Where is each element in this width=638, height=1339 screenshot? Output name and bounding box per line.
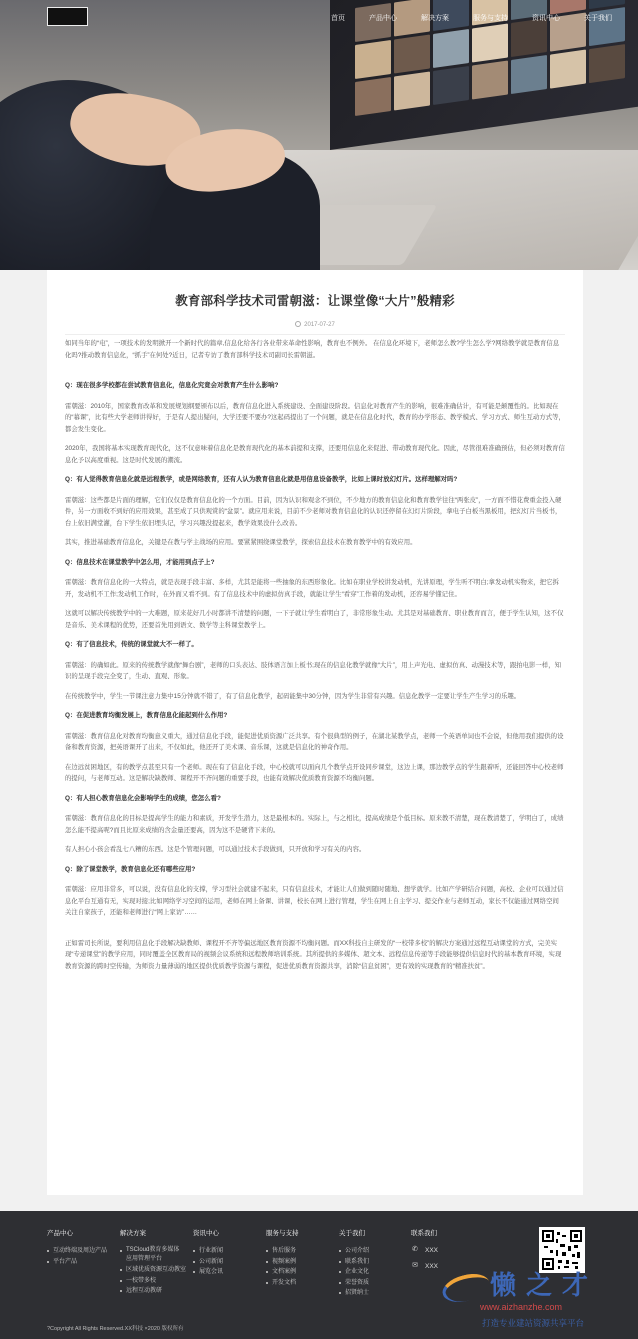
question-paragraph: Q：现在很多学校都在尝试教育信息化，信息化究竟会对教育产生什么影响? bbox=[65, 382, 279, 389]
copyright-text: ?Copyright All Rights Reserved.XX科技 ×2020 版权所有 bbox=[47, 1326, 184, 1332]
question-paragraph: Q：有了信息技术，传统的课堂就大不一样了。 bbox=[65, 641, 198, 648]
footer-link[interactable]: 文档案例 bbox=[266, 1267, 299, 1278]
photo-tile bbox=[472, 60, 508, 99]
article-card bbox=[47, 270, 583, 1195]
photo-tile bbox=[394, 71, 430, 110]
footer-col-solutions bbox=[120, 1228, 186, 1297]
footer-link[interactable]: 招贤纳士 bbox=[339, 1288, 369, 1299]
article-paragraph: 在边远贫困地区，有的教学点甚至只有一个老师。现在有了信息化手段，中心校就可以面向几个教学点开设同步课堂，这边上课，那边教学点的学生跟着听，还能回答中心校老师的提问，与老师互动。这是解决缺教师、课程开不齐问题的重要手段，也能有效解决优质教育资源不均衡问题。 bbox=[65, 763, 564, 782]
clock-icon bbox=[295, 321, 301, 327]
footer-heading: 解决方案 bbox=[120, 1230, 146, 1237]
article-paragraph: 雷朝滋：2010年，国家教育改革和发展规划纲要颁布以后，教育信息化进入系统建设、全面建设阶段。信息化对教育产生的影响，很难准确估计，有可能是颠覆性的。比如现在的“幕课”，比有些大学老师讲得好，于是有人提出疑问，大学还要不要办?这起码提出了一个问题，就是在信息化时代，教育的办学形态、教学模式、学习方式、师生互动方式等，都会发生变化。 bbox=[65, 402, 565, 433]
article-paragraph: 雷朝滋：教育信息化的目标是提高学生的能力和素质，开发学生潜力，这是最根本的。实际上，与之相比，提高成绩是个低目标。原来教不清楚，现在教清楚了，学明白了，成绩怎么能不提高呢?而且比原来成绩的含金量还要高，因为这不是硬背下来的。 bbox=[65, 815, 564, 834]
footer-link[interactable]: 互动终端及周边产品 bbox=[47, 1246, 107, 1257]
nav-home[interactable]: 首页 bbox=[331, 15, 345, 22]
article-paragraph: 2020年，我国将基本实现教育现代化，这不仅意味着信息化是教育现代化的基本前提和支撑，还要用信息化来促进、带动教育现代化。因此，尽管很难准确预估，但必须对教育信息化予以高度重视。这是时代发展的潮流。 bbox=[65, 445, 565, 464]
phone-icon: ✆ bbox=[412, 1246, 418, 1253]
footer-link[interactable]: 企业文化 bbox=[339, 1267, 369, 1278]
footer-link[interactable]: 行业新闻 bbox=[193, 1246, 223, 1257]
site-logo[interactable] bbox=[47, 7, 88, 26]
photo-tile bbox=[355, 40, 391, 79]
article-paragraph: 雷朝滋：应用非常多，可以说，没有信息化的支撑，学习型社会就建不起来，只有信息技术，才能让人们做到随时随地、想学就学。比如产学研结合问题，高校、企业可以通过信息化平台互通有无，实现对接;比如网络学习空间的运用，老师在网上备课、讲课，校长在网上进行管理，学生在网上自主学习、提交作业与老师互动，家长不仅能通过网络空间关注自家孩子，还能和老师进行“网上家访”…… bbox=[65, 886, 564, 916]
paragraph-gap bbox=[65, 369, 565, 380]
footer-link[interactable]: 公司介绍 bbox=[339, 1246, 369, 1257]
article-paragraph: 在传统教学中，学生一节课注意力集中15分钟就不错了，有了信息化教学，起码能集中30分钟，因为学生非常有兴趣。信息化教学一定要让学生产生学习的乐趣。 bbox=[65, 692, 521, 700]
footer-heading: 关于我们 bbox=[339, 1230, 365, 1237]
nav-support[interactable]: 服务与支持 bbox=[473, 15, 508, 22]
footer-link[interactable]: 联系我们 bbox=[339, 1257, 369, 1268]
site-footer bbox=[0, 1211, 638, 1339]
mail-icon: ✉ bbox=[412, 1262, 418, 1269]
photo-tile bbox=[433, 66, 469, 105]
footer-link[interactable]: 荣誉资质 bbox=[339, 1278, 369, 1289]
watermark-tagline: 打造专业建站资源共享平台 bbox=[482, 1318, 585, 1328]
footer-link[interactable]: 视频案例 bbox=[266, 1257, 299, 1268]
nav-news[interactable]: 资讯中心 bbox=[532, 15, 560, 22]
watermark-brand: 懒之才 bbox=[490, 1271, 599, 1301]
footer-col-news bbox=[193, 1228, 223, 1278]
footer-heading: 服务与支持 bbox=[266, 1230, 299, 1237]
footer-col-products bbox=[47, 1228, 107, 1267]
question-paragraph: Q：在促进教育均衡发展上，教育信息化能起到什么作用? bbox=[65, 712, 228, 719]
watermark-logo bbox=[420, 1262, 638, 1335]
photo-tile bbox=[394, 34, 430, 73]
question-paragraph: Q：信息技术在课堂教学中怎么用，才能用到点子上? bbox=[65, 558, 215, 566]
question-paragraph: Q：除了课堂教学，教育信息化还有哪些应用? bbox=[65, 865, 196, 873]
photo-tile bbox=[472, 23, 508, 62]
footer-link[interactable]: 开发文档 bbox=[266, 1278, 299, 1289]
main-nav bbox=[319, 13, 624, 23]
footer-link[interactable]: 一校带多校 bbox=[120, 1276, 186, 1287]
qr-code-graphic bbox=[542, 1230, 582, 1270]
footer-link[interactable]: TSCloud教育多媒体应用管理平台 bbox=[120, 1246, 182, 1263]
contact-phone-text: XXX bbox=[425, 1246, 439, 1254]
photo-tile bbox=[550, 50, 586, 89]
article-paragraph: 有人担心小孩会看乱七八糟的东西。这是个管理问题，可以通过技术手段做到，只开放和学习有关的内容。 bbox=[65, 846, 366, 853]
footer-heading: 产品中心 bbox=[47, 1230, 73, 1237]
nav-products[interactable]: 产品中心 bbox=[369, 15, 397, 22]
question-paragraph: Q：有人担心教育信息化会影响学生的成绩，您怎么看? bbox=[65, 794, 221, 802]
hero-banner bbox=[0, 0, 638, 270]
photo-tile bbox=[355, 77, 391, 116]
watermark-url: www.aizhanzhe.com bbox=[480, 1302, 563, 1312]
footer-heading: 联系我们 bbox=[411, 1230, 437, 1237]
photo-tile bbox=[433, 29, 469, 68]
article-paragraph: 如同当年的“电”，一项技术的发明掀开一个新时代的篇章,信息化给各行各业带来革命性影响，教育也不例外。 在信息化环境下，老师怎么教?学生怎么学?网络教学就是教育信息化吗?推动教育信息化，“抓手”在何处?近日，记者专访了教育部科学技术司副司长雷朝滋。 bbox=[65, 340, 560, 359]
footer-link[interactable]: 远程互动教研 bbox=[120, 1286, 186, 1297]
article-paragraph: 雷朝滋：教育信息化对教育均衡意义重大，通过信息化手段，能促进优质资源广泛共享。有个很典型的例子，在湖北某教学点，老师一个英语单词也不会说，但他用我们提供的设备和教育资源，把英语课开了出来，不仅如此，他还开了美术课、音乐课，这就是信息化的神奇作用。 bbox=[65, 732, 564, 751]
photo-tile bbox=[589, 44, 625, 83]
footer-col-support bbox=[266, 1228, 299, 1288]
article-title: 教育部科学技术司雷朝滋：让课堂像“大片”般精彩 bbox=[175, 294, 455, 308]
article-date-text: 2017-07-27 bbox=[304, 322, 335, 328]
nav-about[interactable]: 关于我们 bbox=[584, 15, 612, 22]
paragraph-gap bbox=[65, 927, 565, 938]
contact-phone bbox=[411, 1246, 438, 1254]
nav-solutions[interactable]: 解决方案 bbox=[421, 15, 449, 22]
title-divider bbox=[65, 334, 565, 335]
article-paragraph: 雷朝滋：这些都是片面的理解，它们仅仅是教育信息化的一个方面。目前，因为认识和观念不到位，不少地方的教育信息化和教育教学往往“两张皮”，一方面不惜花费重金投入硬件，另一方面收不到好的应用效果，甚至成了只供观赏的“盆景”。就应用来说，目前不少老师对教育信息化的认识还停留在幻灯片阶段，拿电子白板当黑板用，把幻灯片当板书，台上依旧满堂灌，台下学生依旧埋头记，学习兴趣没提起来，教学效果没什么改善。 bbox=[65, 496, 562, 527]
footer-link[interactable]: 展览会讯 bbox=[193, 1267, 223, 1278]
footer-link[interactable]: 平台产品 bbox=[47, 1257, 107, 1268]
question-paragraph: Q：有人觉得教育信息化就是远程教学，或是网络教育，还有人认为教育信息化就是用信息设备教学，比如上课时放幻灯片。这样理解对吗? bbox=[65, 476, 458, 483]
footer-link[interactable]: 售后服务 bbox=[266, 1246, 299, 1257]
footer-col-about bbox=[339, 1228, 369, 1299]
contact-email-text: XXX bbox=[425, 1262, 439, 1270]
footer-link[interactable]: 公司新闻 bbox=[193, 1257, 223, 1268]
article-date bbox=[65, 321, 565, 328]
article-paragraph: 正如雷司长所说，要利用信息化手段解决缺教师、课程开不齐等偏远地区教育资源不均衡问题。而XX科技自主研发的“一校带多校”的解决方案通过远程互动课堂的方式，完美实现“专递课堂”的教学应用，同时覆盖全区教育局的视频会议系统和远程教师培训系统。其所提供的多媒体、超文本、远程信息传递等手段能够提供信息时代的基本教育环境，实现教育资源的跨时空传输，为师资力量薄弱的地区提供优质教学资源与课程，促进优质教育资源共享，消除“信息贫困”，更有效的实现教育的“精准扶贫”。 bbox=[65, 939, 562, 970]
article-paragraph: 其实，推进基础教育信息化，关键是在教与学主战场的应用。要紧紧围绕课堂教学，探索信息技术在教育教学中的有效应用。 bbox=[65, 539, 417, 546]
footer-heading: 资讯中心 bbox=[193, 1230, 219, 1237]
article-paragraph: 雷朝滋：的确如此。原来的传统教学就像“舞台剧”，老师的口头表达、肢体语言加上板书;现在的信息化教学就像“大片”，用上声光电、虚拟仿真、动漫技术等，跟拍电影一样，知识的呈现手段完全变了，生动、直观、形象。 bbox=[65, 661, 561, 680]
photo-tile bbox=[511, 55, 547, 94]
article-paragraph: 这就可以解决传统教学中的一大难题，原来花好几小时都讲不清楚的问题，一下子就让学生看明白了，非常形象生动。尤其是对基础教育、职业教育而言，便于学生认知，这不仅是音乐、美术课程的优势，还要首先用到语文、数学等主科课堂教学上。 bbox=[65, 610, 564, 629]
footer-link[interactable]: 区域优质资源互动教室 bbox=[120, 1265, 186, 1276]
article-paragraph: 雷朝滋：教育信息化的一大特点，就是表现手段丰富、多样，尤其是能将一些抽象的东西形象化。比如在职业学校讲发动机，光讲原理，学生听不明白;拿发动机实物来，把它拆开，发动机不工作;发动机工作时，在外面又看不到。有了信息技术中的虚拟仿真手段，就能让学生“看穿”工作着的发动机，还容易学懂记住。 bbox=[65, 579, 559, 598]
photo-tile bbox=[511, 18, 547, 57]
article-body bbox=[65, 338, 565, 972]
